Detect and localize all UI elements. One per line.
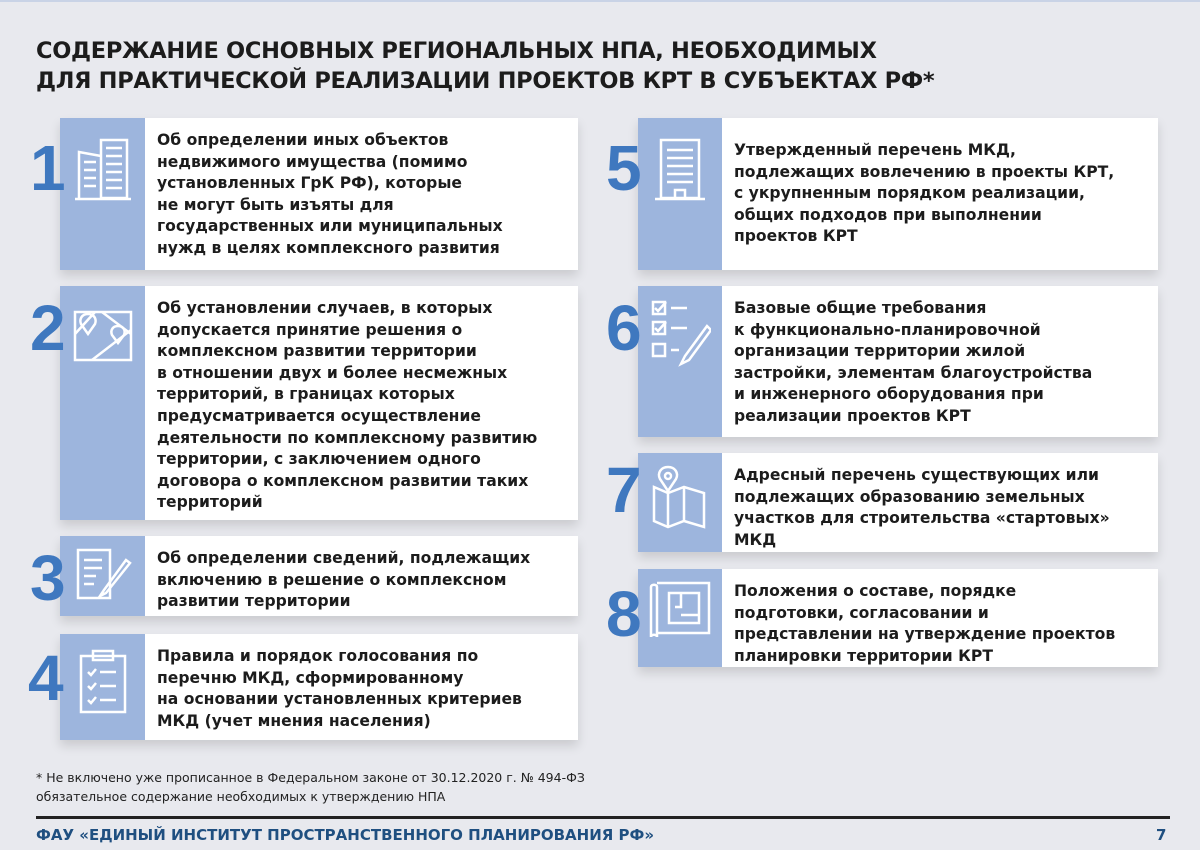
card-3: [60, 536, 578, 616]
item-number: 7: [606, 454, 642, 526]
card-text: Адресный перечень существующих или подлежащих образованию земельных участков для строительства «стартовых» МКД: [734, 466, 1110, 549]
map-location-icon: [650, 463, 710, 531]
item-number: 8: [606, 578, 642, 650]
card-2: [60, 286, 578, 520]
clipboard-checklist-icon: [78, 648, 128, 714]
card-text: Правила и порядок голосования по перечню МКД, сформированному на основании установленных критериев МКД (учет мнения населения): [157, 647, 522, 730]
card-7: [638, 453, 1158, 552]
page-number: 7: [1156, 826, 1167, 844]
footnote: * Не включено уже прописанное в Федеральном законе от 30.12.2020 г. № 494-ФЗ обязательное содержание необходимых к утверждению НПА: [36, 770, 585, 804]
checklist-pen-icon: [649, 298, 711, 368]
item-number: 6: [606, 292, 642, 364]
card-5: [638, 118, 1158, 270]
card-text: Об определении сведений, подлежащих включению в решение о комплексном развитии территории: [157, 549, 531, 611]
item-number: 3: [30, 542, 66, 614]
footer-organization: ФАУ «ЕДИНЫЙ ИНСТИТУТ ПРОСТРАНСТВЕННОГО ПЛАНИРОВАНИЯ РФ»: [36, 826, 655, 844]
card-1: [60, 118, 578, 270]
top-border: [0, 0, 1200, 2]
card-text: Базовые общие требования к функционально-планировочной организации территории жилой застройки, элементам благоустройства и инженерного оборудования при реализации проектов КРТ: [734, 299, 1093, 425]
document-pen-icon: [74, 546, 132, 602]
buildings-icon: [73, 136, 133, 202]
footer-divider: [36, 816, 1170, 819]
card-8: [638, 569, 1158, 667]
card-4: [60, 634, 578, 740]
item-number: 2: [30, 292, 66, 364]
item-number: 1: [30, 132, 66, 204]
card-text: Об установлении случаев, в которых допускается принятие решения о комплексном развитии территории в отношении двух и более несмежных территорий, в границах которых предусматривается осуществление деятельности по комплексному развитию территории, с заключением одного договора о комплексном развитии таких территорий: [157, 299, 538, 512]
card-6: [638, 286, 1158, 437]
map-pin-icon: [72, 304, 134, 364]
apartment-building-icon: [653, 136, 707, 202]
blueprint-icon: [647, 579, 713, 641]
card-text: Утвержденный перечень МКД, подлежащих вовлечению в проекты КРТ, с укрупненным порядком реализации, общих подходов при выполнении проектов КРТ: [734, 141, 1115, 246]
card-text: Положения о составе, порядке подготовки, согласовании и представлении на утверждение проектов планировки территории КРТ: [734, 582, 1116, 665]
card-text: Об определении иных объектов недвижимого имущества (помимо установленных ГрК РФ), которые не могут быть изъяты для государственных или муниципальных нужд в целях комплексного развития: [157, 131, 503, 257]
page-title: СОДЕРЖАНИЕ ОСНОВНЫХ РЕГИОНАЛЬНЫХ НПА, НЕОБХОДИМЫХ ДЛЯ ПРАКТИЧЕСКОЙ РЕАЛИЗАЦИИ ПРОЕКТОВ КРТ В СУБЪЕКТАХ РФ*: [36, 38, 935, 94]
item-number: 4: [28, 642, 64, 714]
item-number: 5: [606, 132, 642, 204]
